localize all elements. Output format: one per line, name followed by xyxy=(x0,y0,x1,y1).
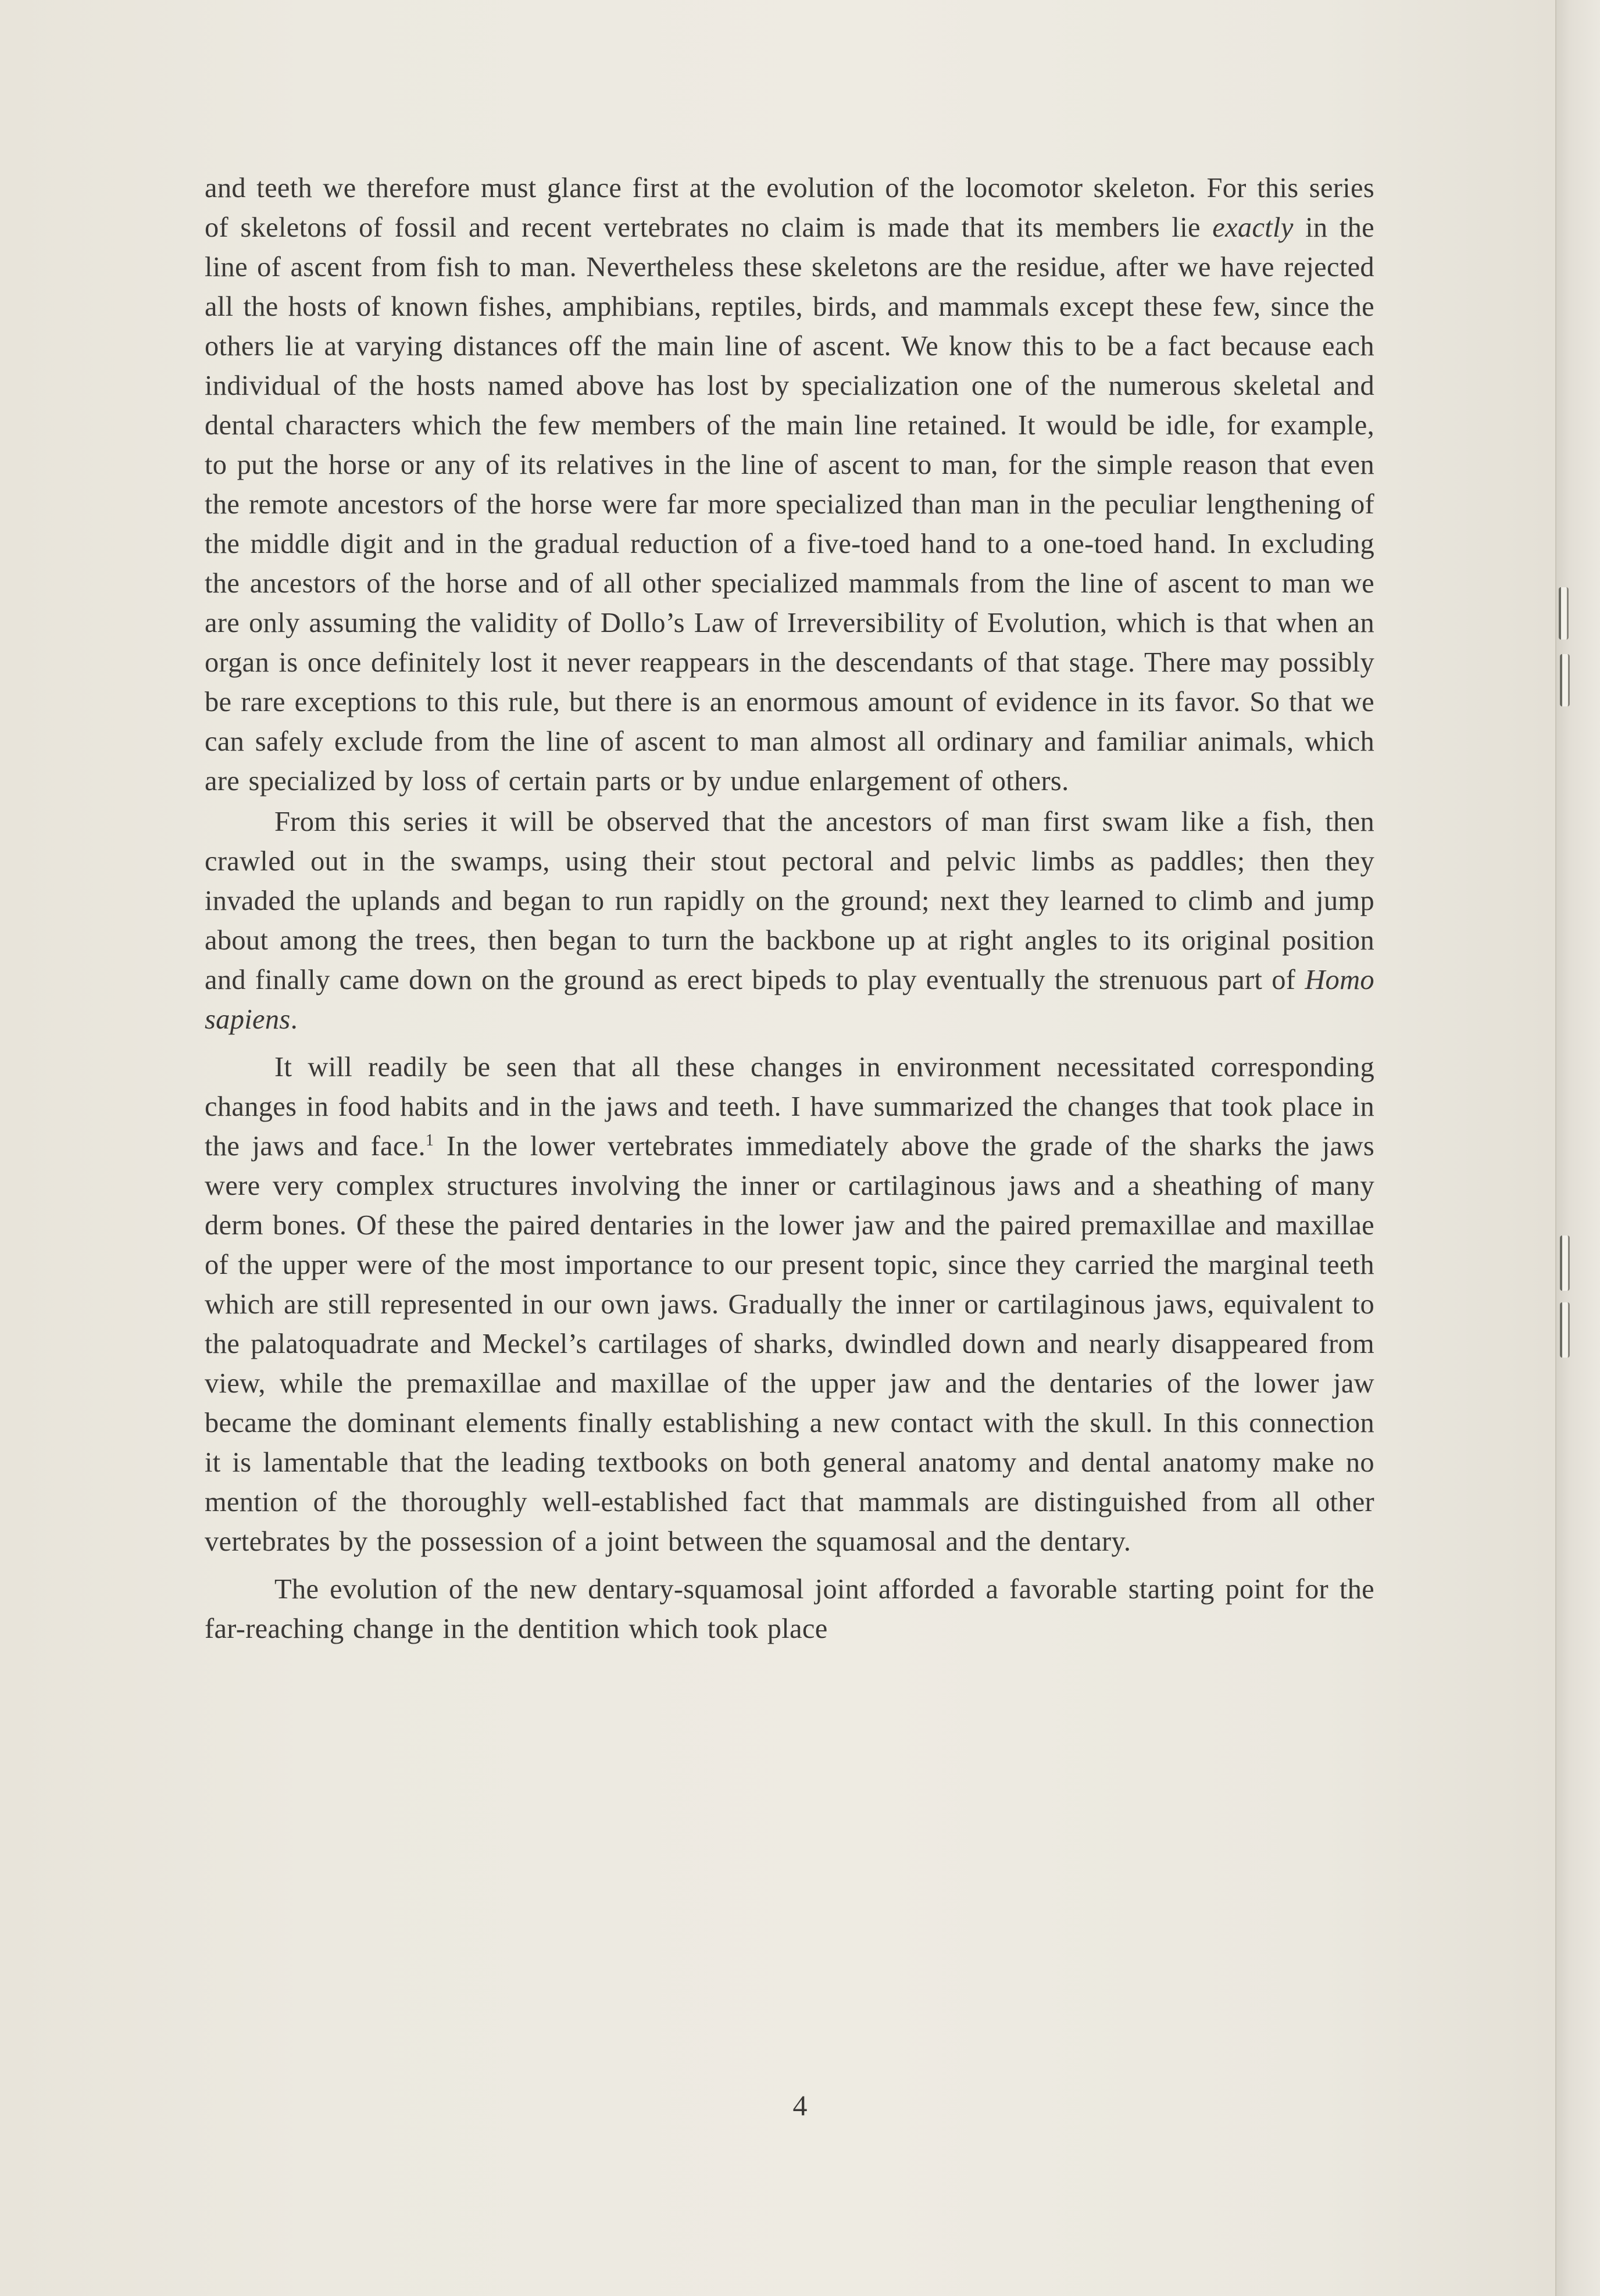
binding-staple-mark xyxy=(1560,1236,1570,1291)
paragraph xyxy=(205,1570,1374,1649)
text-segment: and teeth we therefore must glance first at the evolution of the locomotor skeleton. For this series of skeletons of fossil and recent vertebrates no claim is made that its members lie xyxy=(205,173,1374,243)
text-segment: in the line of ascent from fish to man. Nevertheless these skeletons are the residue, after we have rejected all the hosts of known fishes, amphibians, reptiles, birds, and mammals except these few, since the others lie at varying distances off the main line of ascent. We know this to be a fact because each individual of the hosts named above has lost by specialization one of the numerous skeletal and dental characters which the few members of the main line retained. It would be idle, for example, to put the horse or any of its relatives in the line of ascent to man, for the simple reason that even the remote ancestors of the horse were far more specialized than man in the peculiar lengthening of the middle digit and in the gradual reduction of a five-toed hand to a one-toed hand. In excluding the ancestors of the horse and of all other specialized mammals from the line of ascent to man we are only assuming the validity of Dollo’s Law of Irreversibility of Evolution, which is that when an organ is once definitely lost it never reappears in the descendants of that stage. There may possibly be rare exceptions to this rule, but there is an enormous amount of evidence in its favor. So that we can safely exclude from the line of ascent to man almost all ordinary and familiar animals, which are specialized by loss of certain parts or by undue enlargement of others. xyxy=(205,212,1375,797)
page-gutter-edge xyxy=(1555,0,1600,2296)
binding-staple-mark xyxy=(1560,654,1570,706)
text-segment-italic: Homo sapiens xyxy=(205,965,1374,1035)
binding-staple-mark xyxy=(1560,1302,1570,1358)
text-segment: It will readily be seen that all these changes in environment necessitated corresponding changes in food habits and in the jaws and teeth. I have summarized the changes that took place in the jaws and face. xyxy=(205,1052,1374,1162)
text-segment: From this series it will be observed that the ancestors of man first swam like a fish, then crawled out in the swamps, using their stout pectoral and pelvic limbs as paddles; then they invaded the uplands and began to run rapidly on the ground; next they learned to climb and jump about among the trees, then began to turn the backbone up at right angles to its original position and finally came down on the ground as erect bipeds to play eventually the strenuous part of xyxy=(205,806,1374,995)
text-segment: The evolution of the new dentary-squamosal joint afforded a favorable starting point for the far-reaching change in the dentition which took place xyxy=(205,1574,1374,1644)
paragraph xyxy=(205,1048,1374,1562)
text-segment: In the lower vertebrates immediately above the grade of the sharks the jaws were very complex structures involving the inner or cartilaginous jaws and a sheathing of many derm bones. Of these the paired dentaries in the lower jaw and the paired premaxillae and maxillae of the upper were of the most importance to our present topic, since they carried the marginal teeth which are still represented in our own jaws. Gradually the inner or cartilaginous jaws, equivalent to the palatoquadrate and Meckel’s cartilages of sharks, dwindled down and nearly disappeared from view, while the premaxillae and maxillae of the upper jaw and the dentaries of the lower jaw became the dominant elements finally establishing a new contact with the skull. In this connection it is lamentable that the leading textbooks on both general anatomy and dental anatomy make no mention of the thoroughly well-established fact that mammals are distinguished from all other vertebrates by the possession of a joint between the squamosal and the dentary. xyxy=(205,1131,1375,1557)
body-text xyxy=(205,169,1374,1649)
page-number: 4 xyxy=(792,2089,808,2122)
binding-staple-mark xyxy=(1559,587,1569,640)
text-segment: . xyxy=(290,1004,298,1035)
footnote-marker: 1 xyxy=(425,1131,434,1149)
text-segment-italic: exactly xyxy=(1212,212,1294,243)
paragraph xyxy=(205,802,1374,1040)
paragraph xyxy=(205,169,1374,801)
